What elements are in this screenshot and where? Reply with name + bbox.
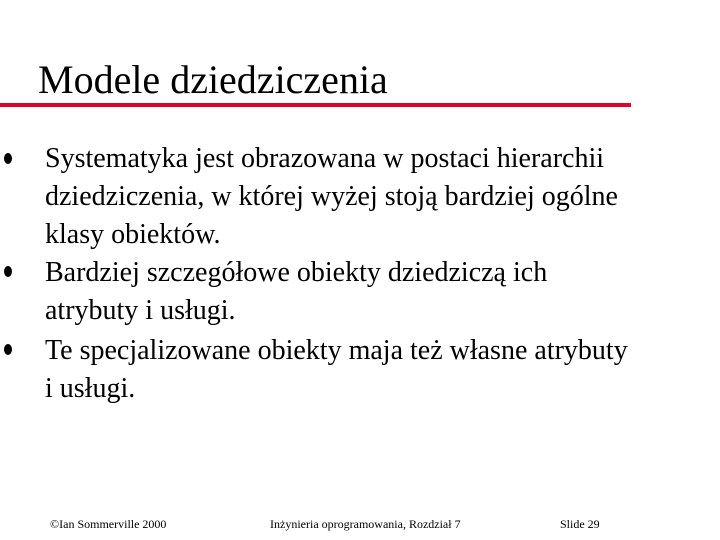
footer-copyright: ©Ian Sommerville 2000 bbox=[50, 517, 167, 531]
bullet-line: i usługi. bbox=[45, 373, 136, 404]
slide-title: Modele dziedziczenia bbox=[38, 57, 388, 102]
bullet-marker bbox=[4, 344, 12, 355]
bullet-marker bbox=[4, 153, 12, 164]
bullet-marker bbox=[4, 266, 12, 277]
bullet-line: Te specjalizowane obiekty maja też własne atrybuty bbox=[45, 335, 628, 366]
bullet-line: klasy obiektów. bbox=[45, 219, 221, 250]
bullet-line: dziedziczenia, w której wyżej stoją bardziej ogólne bbox=[45, 181, 618, 212]
bullet-line: Bardziej szczegółowe obiekty dziedziczą ich bbox=[45, 257, 548, 288]
footer-slide-number: Slide 29 bbox=[560, 517, 600, 531]
bullet-line: atrybuty i usługi. bbox=[45, 295, 236, 326]
bullet-line: Systematyka jest obrazowana w postaci hierarchii bbox=[45, 143, 605, 174]
footer-course: Inżynieria oprogramowania, Rozdział 7 bbox=[270, 517, 461, 531]
